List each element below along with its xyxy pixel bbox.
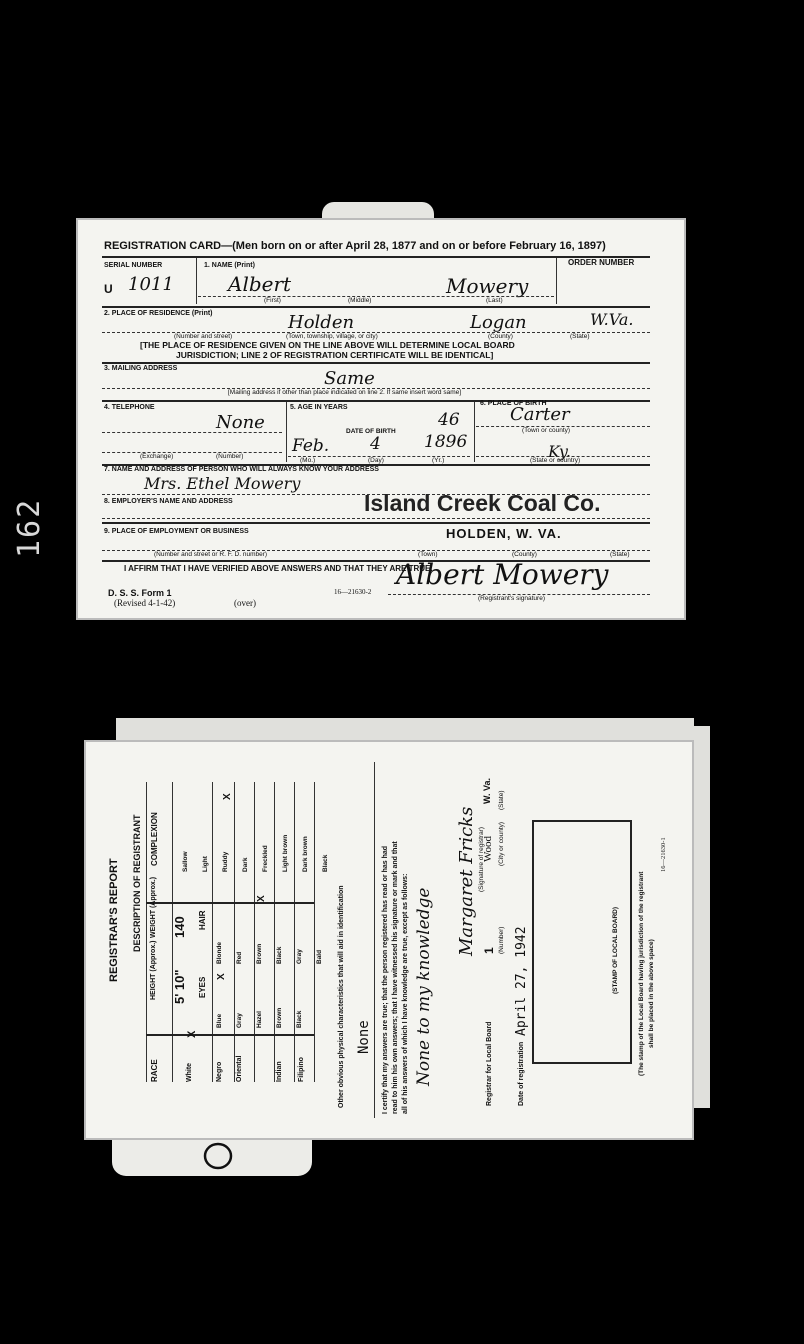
- eyes-brown: Brown: [276, 1007, 283, 1028]
- dob-day: 4: [370, 434, 381, 454]
- first-name: Albert: [228, 272, 292, 296]
- residence-state: W.Va.: [590, 310, 634, 329]
- hair-label: HAIR: [198, 910, 207, 930]
- contact-label: 7. NAME AND ADDRESS OF PERSON WHO WILL ALWAYS KNOW YOUR ADDRESS: [104, 466, 379, 473]
- board-caption-city: (City or county): [498, 821, 505, 866]
- race-negro: Negro: [216, 1061, 223, 1082]
- board-label: Registrar for Local Board: [486, 1021, 493, 1106]
- eyes-mark: X: [216, 973, 227, 980]
- hair-red: Red: [236, 951, 243, 964]
- hair-blonde: Blonde: [216, 941, 223, 964]
- certify-line-1: I certify that my answers are true; that the person registered has read or has had: [382, 845, 389, 1114]
- board-caption-number: (Number): [498, 926, 505, 954]
- hair-brown: Brown: [256, 943, 263, 964]
- registration-card-back: [86, 742, 692, 1138]
- race-white: White: [186, 1062, 193, 1082]
- age-value: 46: [438, 410, 460, 430]
- eyes-hazel: Hazel: [256, 1011, 263, 1028]
- complexion-label: COMPLEXION: [150, 812, 159, 866]
- exceptions-value: None to my knowledge: [414, 887, 434, 1086]
- residence-label: 2. PLACE OF RESIDENCE (Print): [104, 310, 213, 317]
- dob-month: Feb.: [292, 436, 330, 456]
- serial-prefix: U: [104, 282, 113, 296]
- card-stack-side: [690, 726, 710, 1108]
- registrant-signature: Albert Mowery: [396, 558, 609, 591]
- mailing-label: 3. MAILING ADDRESS: [104, 365, 178, 372]
- telephone-label: 4. TELEPHONE: [104, 404, 155, 411]
- eyes-blue: Blue: [216, 1013, 223, 1028]
- complexion-ruddy: Ruddy: [222, 851, 229, 872]
- form-revised: (Revised 4-1-42): [114, 598, 176, 608]
- order-label: ORDER NUMBER: [568, 258, 635, 267]
- hair-gray: Gray: [296, 949, 303, 964]
- mailing-value: Same: [324, 368, 375, 389]
- serial-label: SERIAL NUMBER: [104, 262, 163, 269]
- residence-note-1: [THE PLACE OF RESIDENCE GIVEN ON THE LINE ABOVE WILL DETERMINE LOCAL BOARD: [140, 340, 515, 350]
- registrars-report-title: REGISTRAR'S REPORT: [108, 858, 120, 982]
- telephone-value: None: [216, 412, 265, 433]
- employer-value: Island Creek Coal Co.: [364, 490, 601, 516]
- weight-label: WEIGHT (Approx.): [150, 876, 157, 938]
- other-value: None: [356, 1020, 372, 1054]
- registration-card-front: REGISTRATION CARD—(Men born on or after April 28, 1877 and on or before February 16, 1897) SERIAL NUMBER 1. NAME (Print) ORDER NUMBER U 1011 Albert Mowery (First) (Middle) (Last) 2. PLACE OF RESIDENCE (Print) Holden Logan W.Va. (Number and street) (Town, township, village, or city) (County) (State) [THE PLACE OF RESIDENCE GIVEN ON THE LINE ABOVE WILL DETERMINE LOCAL BOARD JURISDICTION; LINE 2 OF REGISTRATION CERTIFICATE WILL BE IDENTICAL] 3. MAILING ADDRESS Same [Mailing address if other than place indicated on line 2. If same insert word same] 4. TELEPHONE None (Exchange) (Number) 5. AGE IN YEARS 46 DATE OF BIRTH Feb. 4 1896 (Mo.) (Day) (Yr.) 6. PLACE OF BIRTH Carter (Town or county) Ky. (State or country) 7. NAME AND ADDRESS OF PERSON WHO WILL ALWAYS KNOW YOUR ADDRESS Mrs. Ethel Mowery 8. EMPLOYER'S NAME AND ADDRESS Island Creek Coal Co. 9. PLACE OF EMPLOYMENT OR BUSINESS HOLDEN, W. VA. (Number and street or R. F. D. number) (Town) (County) (State) I AFFIRM THAT I HAVE VERIFIED ABOVE ANSWERS AND THAT THEY ARE TRUE. Albert Mowery (Registrant's signature) D. S. S. Form 1 (Revised 4-1-42) (over) 16—21630-2: [78, 220, 684, 618]
- birth-label: 6. PLACE OF BIRTH: [480, 400, 547, 407]
- front-form-number: 16—21630-2: [334, 588, 372, 596]
- employment-label: 9. PLACE OF EMPLOYMENT OR BUSINESS: [104, 528, 249, 535]
- complexion-mark: X: [222, 793, 233, 800]
- dob-year: 1896: [424, 432, 468, 452]
- contact-value: Mrs. Ethel Mowery: [144, 474, 301, 493]
- race-filipino: Filipino: [298, 1057, 305, 1082]
- complexion-sallow: Sallow: [182, 851, 189, 872]
- board-number: 1: [482, 947, 496, 954]
- eyes-label: EYES: [198, 976, 207, 998]
- residence-county: Logan: [470, 312, 527, 333]
- form-label: D. S. S. Form 1: [108, 588, 172, 598]
- eyes-gray: Gray: [236, 1013, 243, 1028]
- residence-note-2: JURISDICTION; LINE 2 OF REGISTRATION CERTIFICATE WILL BE IDENTICAL]: [176, 350, 494, 360]
- board-caption-state: (State): [498, 790, 505, 810]
- stamp-note-2: shall be placed in the above space): [648, 939, 655, 1048]
- over-label: (over): [234, 598, 256, 608]
- stamp-note-1: (The stamp of the Local Board having jurisdiction of the registrant: [638, 871, 645, 1076]
- hair-black: Black: [276, 946, 283, 964]
- stamp-label: (STAMP OF LOCAL BOARD): [612, 906, 619, 994]
- board-city: Wood: [482, 835, 494, 862]
- certify-line-2: read to him his own answers; that I have witnessed his signature or mark and that: [392, 841, 399, 1114]
- race-oriental: Oriental: [236, 1055, 243, 1082]
- last-name: Mowery: [446, 274, 529, 298]
- back-form-number: 16—21630-1: [660, 837, 667, 872]
- date-value: April 27, 1942: [514, 926, 529, 1036]
- affirm-text: I AFFIRM THAT I HAVE VERIFIED ABOVE ANSWERS AND THAT THEY ARE TRUE.: [124, 564, 433, 573]
- registrar-caption: (Signature of registrar): [478, 826, 485, 892]
- eyes-black: Black: [296, 1010, 303, 1028]
- complexion-light-brown: Light brown: [282, 834, 289, 872]
- race-mark: X: [186, 1030, 198, 1038]
- complexion-black: Black: [322, 854, 329, 872]
- race-label: RACE: [150, 1059, 159, 1082]
- complexion-light: Light: [202, 856, 209, 872]
- hair-bald: Bald: [316, 949, 323, 964]
- serial-value: 1011: [128, 274, 174, 295]
- complexion-dark: Dark: [242, 857, 249, 872]
- age-label: 5. AGE IN YEARS: [290, 404, 348, 411]
- name-label: 1. NAME (Print): [204, 262, 255, 269]
- date-label: Date of registration: [518, 1041, 525, 1106]
- complexion-dark-brown: Dark brown: [302, 836, 309, 872]
- employer-label: 8. EMPLOYER'S NAME AND ADDRESS: [104, 498, 233, 505]
- weight-value: 140: [172, 916, 187, 938]
- height-value: 5' 10": [172, 969, 187, 1004]
- card-header: REGISTRATION CARD—(Men born on or after April 28, 1877 and on or before February 16, 1897): [104, 240, 606, 252]
- hair-mark: X: [256, 895, 267, 902]
- other-label: Other obvious physical characteristics that will aid in identification: [338, 885, 345, 1108]
- mailing-caption: [Mailing address if other than place indicated on line 2. If same insert word same]: [228, 389, 462, 396]
- employment-value: HOLDEN, W. VA.: [446, 526, 562, 541]
- card-stack-top: [116, 718, 694, 742]
- card-back-tab: [112, 1136, 312, 1176]
- race-indian: Indian: [276, 1061, 283, 1082]
- tab-circle-mark: [200, 1138, 240, 1174]
- dob-label: DATE OF BIRTH: [346, 428, 396, 435]
- complexion-freckled: Freckled: [262, 845, 269, 872]
- description-title: DESCRIPTION OF REGISTRANT: [132, 814, 142, 952]
- birth-town: Carter: [510, 404, 570, 425]
- height-label: HEIGHT (Approx.): [150, 940, 157, 1000]
- signature-caption: (Registrant's signature): [478, 595, 545, 602]
- residence-town: Holden: [288, 312, 355, 333]
- registrar-signature: Margaret Fricks: [456, 806, 477, 956]
- certify-line-3: all of his answers of which I have knowledge are true, except as follows:: [402, 873, 409, 1114]
- side-label: 162: [12, 497, 47, 558]
- board-state: W. Va.: [482, 777, 492, 804]
- birth-state: Ky.: [548, 442, 571, 461]
